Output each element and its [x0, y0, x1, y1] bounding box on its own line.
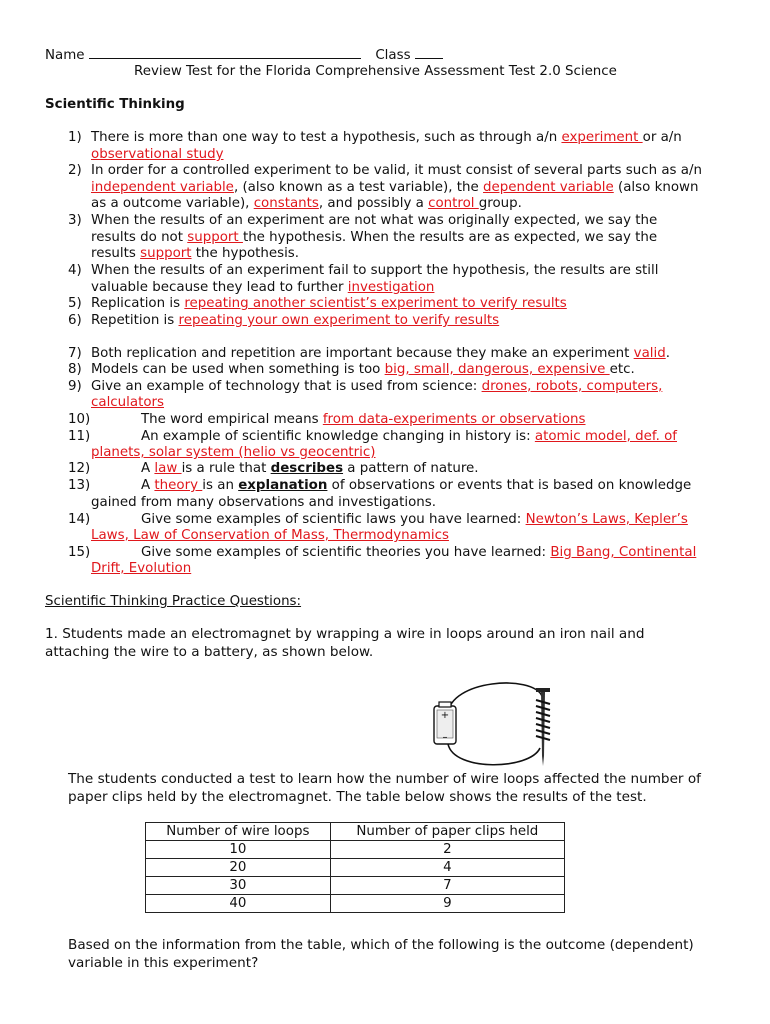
- answer: constants: [253, 196, 319, 211]
- battery-icon: [434, 702, 456, 744]
- item-14-line-2: [91, 527, 449, 544]
- answer: big, small, dangerous, expensive: [384, 362, 610, 377]
- table-cell: 10: [146, 841, 331, 859]
- item-2-line-3: as a outcome variable), constants, and possibly a control group.: [91, 196, 522, 211]
- keyword: describes: [270, 461, 344, 476]
- nail-icon: [536, 688, 550, 766]
- paragraph-2-line-2: variable in this experiment?: [68, 955, 259, 971]
- answer: valid: [633, 346, 666, 361]
- item-15: 15) Give some examples of scientific theories you have learned: Big Bang, Continental: [68, 545, 697, 560]
- item-1-line-2: [91, 146, 224, 163]
- answer: observational study: [91, 147, 224, 162]
- practice-heading: Scientific Thinking Practice Questions:: [45, 594, 302, 609]
- column-header: Number of wire loops: [146, 823, 331, 841]
- item-3: 3) When the results of an experiment are not what was originally expected, we say the: [68, 213, 658, 228]
- name-field: [45, 46, 443, 64]
- item-9: 9) Give an example of technology that is used from science: drones, robots, computers,: [68, 379, 663, 394]
- item-2-line-2: independent variable, (also known as a test variable), the dependent variable (also known: [91, 180, 699, 195]
- battery-minus-label: –: [442, 732, 448, 743]
- document-title: Review Test for the Florida Comprehensive Assessment Test 2.0 Science: [134, 64, 617, 79]
- question-1-line-2: attaching the wire to a battery, as shown below.: [45, 644, 374, 660]
- answer: atomic model, def. of: [534, 429, 677, 444]
- table-row: [146, 859, 565, 877]
- table-cell: 7: [330, 877, 564, 895]
- table-cell: 20: [146, 859, 331, 877]
- answer: Big Bang, Continental: [550, 545, 697, 560]
- answer: control: [428, 196, 479, 211]
- table-cell: 4: [330, 859, 564, 877]
- table-cell: 9: [330, 895, 564, 913]
- answer: support: [187, 230, 243, 245]
- paragraph-1-line-2: paper clips held by the electromagnet. The table below shows the results of the test.: [68, 789, 647, 805]
- question-1-line-1: 1. Students made an electromagnet by wrapping a wire in loops around an iron nail and: [45, 626, 645, 642]
- item-4-line-2: valuable because they lead to further investigation: [91, 280, 435, 295]
- item-3-line-3: results support the hypothesis.: [91, 246, 300, 261]
- item-13-line-2: gained from many observations and investigations.: [91, 495, 437, 510]
- item-12: 12) A law is a rule that describes a pattern of nature.: [68, 461, 479, 476]
- item-1: 1) There is more than one way to test a hypothesis, such as through a/n experiment or a/n: [68, 130, 682, 145]
- item-6: 6) Repetition is repeating your own experiment to verify results: [68, 313, 500, 328]
- answer: planets, solar system (helio vs geocentric): [91, 445, 376, 460]
- section-heading: Scientific Thinking: [45, 97, 185, 112]
- answer: from data-experiments or observations: [322, 412, 586, 427]
- table-row: [146, 841, 565, 859]
- keyword: explanation: [238, 478, 328, 493]
- item-13: 13) A theory is an explanation of observations or events that is based on knowledge: [68, 478, 692, 493]
- item-7: 7) Both replication and repetition are important because they make an experiment valid.: [68, 346, 670, 361]
- item-8: 8) Models can be used when something is too big, small, dangerous, expensive etc.: [68, 362, 635, 377]
- column-header: Number of paper clips held: [330, 823, 564, 841]
- answer: Drift, Evolution: [91, 561, 192, 576]
- name-label: Name: [45, 48, 85, 63]
- answer: experiment: [561, 130, 643, 145]
- item-2: 2) In order for a controlled experiment to be valid, it must consist of several parts such as a/n: [68, 163, 702, 178]
- answer: Newton’s Laws, Kepler’s: [525, 512, 688, 527]
- item-9-line-2: [91, 394, 164, 411]
- answer: repeating your own experiment to verify results: [178, 313, 500, 328]
- answer: investigation: [347, 280, 435, 295]
- answer: Laws, Law of Conservation of Mass, Thermodynamics: [91, 528, 449, 543]
- class-blank: [415, 46, 443, 59]
- answer: repeating another scientist’s experiment to verify results: [184, 296, 567, 311]
- electromagnet-illustration: [420, 674, 560, 774]
- item-4: 4) When the results of an experiment fail to support the hypothesis, the results are still: [68, 263, 659, 278]
- item-3-line-2: results do not support the hypothesis. When the results are as expected, we say the: [91, 230, 658, 245]
- name-blank: [89, 46, 361, 59]
- table-row: [146, 877, 565, 895]
- item-14: 14) Give some examples of scientific laws you have learned: Newton’s Laws, Kepler’s: [68, 512, 688, 527]
- table-cell: 30: [146, 877, 331, 895]
- answer: support: [140, 246, 192, 261]
- answer: dependent variable: [483, 180, 614, 195]
- answer: calculators: [91, 395, 164, 410]
- answer: independent variable: [91, 180, 234, 195]
- item-11: 11) An example of scientific knowledge changing in history is: atomic model, def. of: [68, 429, 677, 444]
- table-header-row: [146, 823, 565, 841]
- table-cell: 40: [146, 895, 331, 913]
- item-11-line-2: [91, 444, 376, 461]
- answer: drones, robots, computers,: [481, 379, 663, 394]
- paragraph-2-line-1: Based on the information from the table, which of the following is the outcome (dependent): [68, 937, 694, 953]
- table-row: [146, 895, 565, 913]
- item-10: 10) The word empirical means from data-experiments or observations: [68, 412, 586, 427]
- class-label: Class: [375, 48, 411, 63]
- paragraph-1-line-1: The students conducted a test to learn how the number of wire loops affected the number of: [68, 771, 701, 787]
- item-15-line-2: [91, 560, 191, 577]
- item-5: 5) Replication is repeating another scientist’s experiment to verify results: [68, 296, 567, 311]
- answer: law: [154, 461, 182, 476]
- results-table: [145, 822, 565, 913]
- battery-plus-label: +: [440, 710, 450, 721]
- table-cell: 2: [330, 841, 564, 859]
- answer: theory: [154, 478, 203, 493]
